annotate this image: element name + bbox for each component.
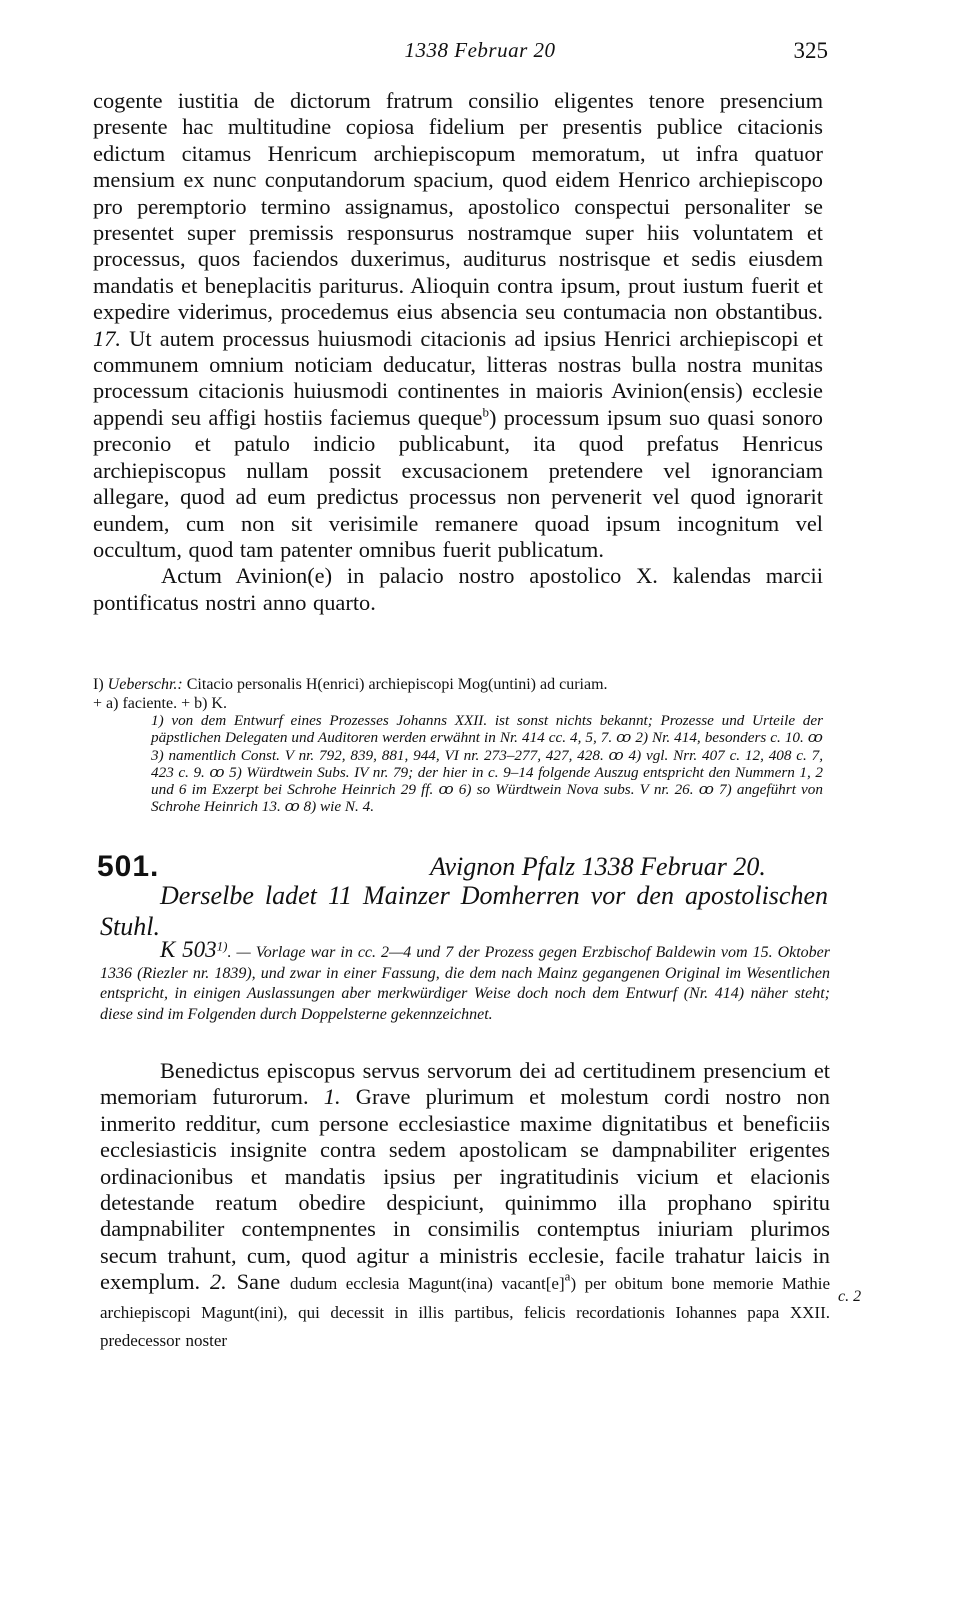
- variant-notes: + a) faciente. + b) K.: [93, 694, 227, 712]
- paragraph-number: 2.: [209, 1269, 227, 1295]
- heading-note-text: Citacio personalis H(enrici) archiepiscopi Mog(untini) ad curiam.: [182, 676, 608, 693]
- text-segment: Grave plurimum et molestum cordi nostro non inmerito redditur, cum persone ecclesiastice maxime dignitatibus et beneficiis ecclesiasticis insignite contra sedem apostolicam se dampnabiliter erigentes ordinacionibus et mandatis ipsius per ingratitudinis vicium et elacionis detestande reatum obedire despiciunt, quinimmo illa prophano spiritu dampnabiliter contempnentes in consimilis contemptus iniuriam plurimos secum trahunt, cum, quod agitur a ministris ecclesie, facile trahatur laicis in exemplum.: [100, 1084, 830, 1295]
- paragraph: [93, 88, 823, 563]
- document-number: 501.: [97, 850, 160, 883]
- source-siglum: K 503: [160, 937, 217, 962]
- margin-note: c. 2: [838, 1288, 862, 1305]
- footnote-marker: b: [482, 404, 489, 420]
- tradition-note: [100, 937, 831, 1025]
- siglum-note-marker: 1): [216, 938, 228, 954]
- paragraph-text: cogente iustitia de dictorum fratrum consilio eligentes tenore presencium presente hac multitudine copiosa fidelium per presentis publice citacionis edictum citamus Henricum archiepiscopum memoratum, ut infra quatuor mensium ex nunc conputandorum spacium, quod eidem Henrico archiepiscopo pro peremptorio termino assignamus, apostolico conspectui personaliter se presentet super premissis responsurus nostramque super hiis voluntatem et processus, quos faciendos duxerimus, auditurus nostrisque et sedis eiusdem mandatis et beneplacitis pariturus. Alioquin contra ipsum, prout iustum fuerit et expedire viderimus, procedemus eius absencia seu contumacia non obstantibus.: [93, 88, 823, 325]
- footnotes-block: [93, 712, 823, 816]
- heading-note-prefix: I): [93, 676, 108, 693]
- paragraph-text: ) processum ipsum suo quasi sonoro preconio et patulo indicio publicabunt, ita quod prefatus Henricus archiepiscopus nullam possit excusacionem pretendere vel ignoranciam allegare, quod ad eum predictus processus non pervenerit vel quod ignorarit eundem, cum non sit verisimile remanere quoad ipsum incognitum vel occultum, quod tam patenter omnibus fuerit publicatum.: [93, 404, 824, 562]
- tradition-text: . — Vorlage war in cc. 2—4 und 7 der Prozess gegen Erzbischof Baldewin vom 15. Oktober 1336 (Riezler nr. 1839), und zwar in einer Fassung, die dem nach Mainz gegangenen Original im Wesentlichen entspricht, in einigen Auslassungen aber merkwürdiger Weise doch noch dem Entwurf (Nr. 414) näher steht; diese sind im Folgenden durch Doppelsterne gekennzeichnet.: [100, 944, 831, 1023]
- body-text: [93, 88, 823, 616]
- running-header: [0, 38, 960, 68]
- apparatus: [93, 676, 823, 713]
- heading-note-label: Ueberschr.:: [107, 676, 183, 693]
- running-title: 1338 Februar 20: [404, 38, 556, 62]
- text-segment: Sane: [236, 1269, 281, 1295]
- page-number: 325: [793, 38, 828, 63]
- dating-paragraph: Actum Avinion(e) in palacio nostro apostolico X. kalendas marcii pontificatus nostri anno quarto.: [93, 563, 823, 615]
- document-place-date: Avignon Pfalz 1338 Februar 20.: [430, 852, 766, 881]
- text-segment: Benedictus episcopus servus servorum dei ad certitudinem presencium et memoriam futurorum.: [100, 1058, 830, 1110]
- text-segment-small: dudum ecclesia Magunt(ina) vacant[e]: [289, 1274, 565, 1294]
- paragraph-text: Ut autem processus huiusmodi citacionis ad ipsius Henrici archiepiscopi et communem omnium noticiam deducatur, litteras nostras bulla nostra munitas processum citacionis huiusmodi continentes in maioris Avinion(ensis) ecclesie appendi seu affigi hostiis faciemus queque: [93, 325, 823, 430]
- paragraph-number: 1.: [323, 1084, 341, 1110]
- footnotes: 1) von dem Entwurf eines Prozesses Johanns XXII. ist sonst nichts bekannt; Prozesse und Urteile der päpstlichen Delegaten und Auditoren werden erwähnt in Nr. 414 cc. 4, 5, 7. ꝏ 2) Nr. 414, besonders c. 10. ꝏ 3) namentlich Const. V nr. 792, 839, 881, 944, VI nr. 273–277, 427, 428. ꝏ 4) vgl. Nrr. 407 c. 12, 408 c. 7, 423 c. 9. ꝏ 5) Würdtwein Subs. IV nr. 79; der hier in c. 9–14 folgende Auszug entspricht den Nummern 1, 2 und 6 im Exzerpt bei Schrohe Heinrich 29 ff. ꝏ 6) so Würdtwein Nova subs. V nr. 26. ꝏ 7) angeführt von Schrohe Heinrich 13. ꝏ 8) wie N. 4.: [151, 712, 823, 816]
- document-text: [100, 1058, 830, 1354]
- heading-note: [93, 676, 823, 695]
- text-segment-small: ) per obitum bone memorie Mathie archiepiscopi Magunt(ini), qui decessit in illis partibus, felicis recordationis Iohannes papa XXII. predecessor noster: [100, 1274, 831, 1351]
- footnote-marker: a: [564, 1268, 571, 1284]
- document-summary: Derselbe ladet 11 Mainzer Domherren vor den apostolischen Stuhl.: [100, 881, 828, 941]
- paragraph-number: 17.: [93, 325, 121, 351]
